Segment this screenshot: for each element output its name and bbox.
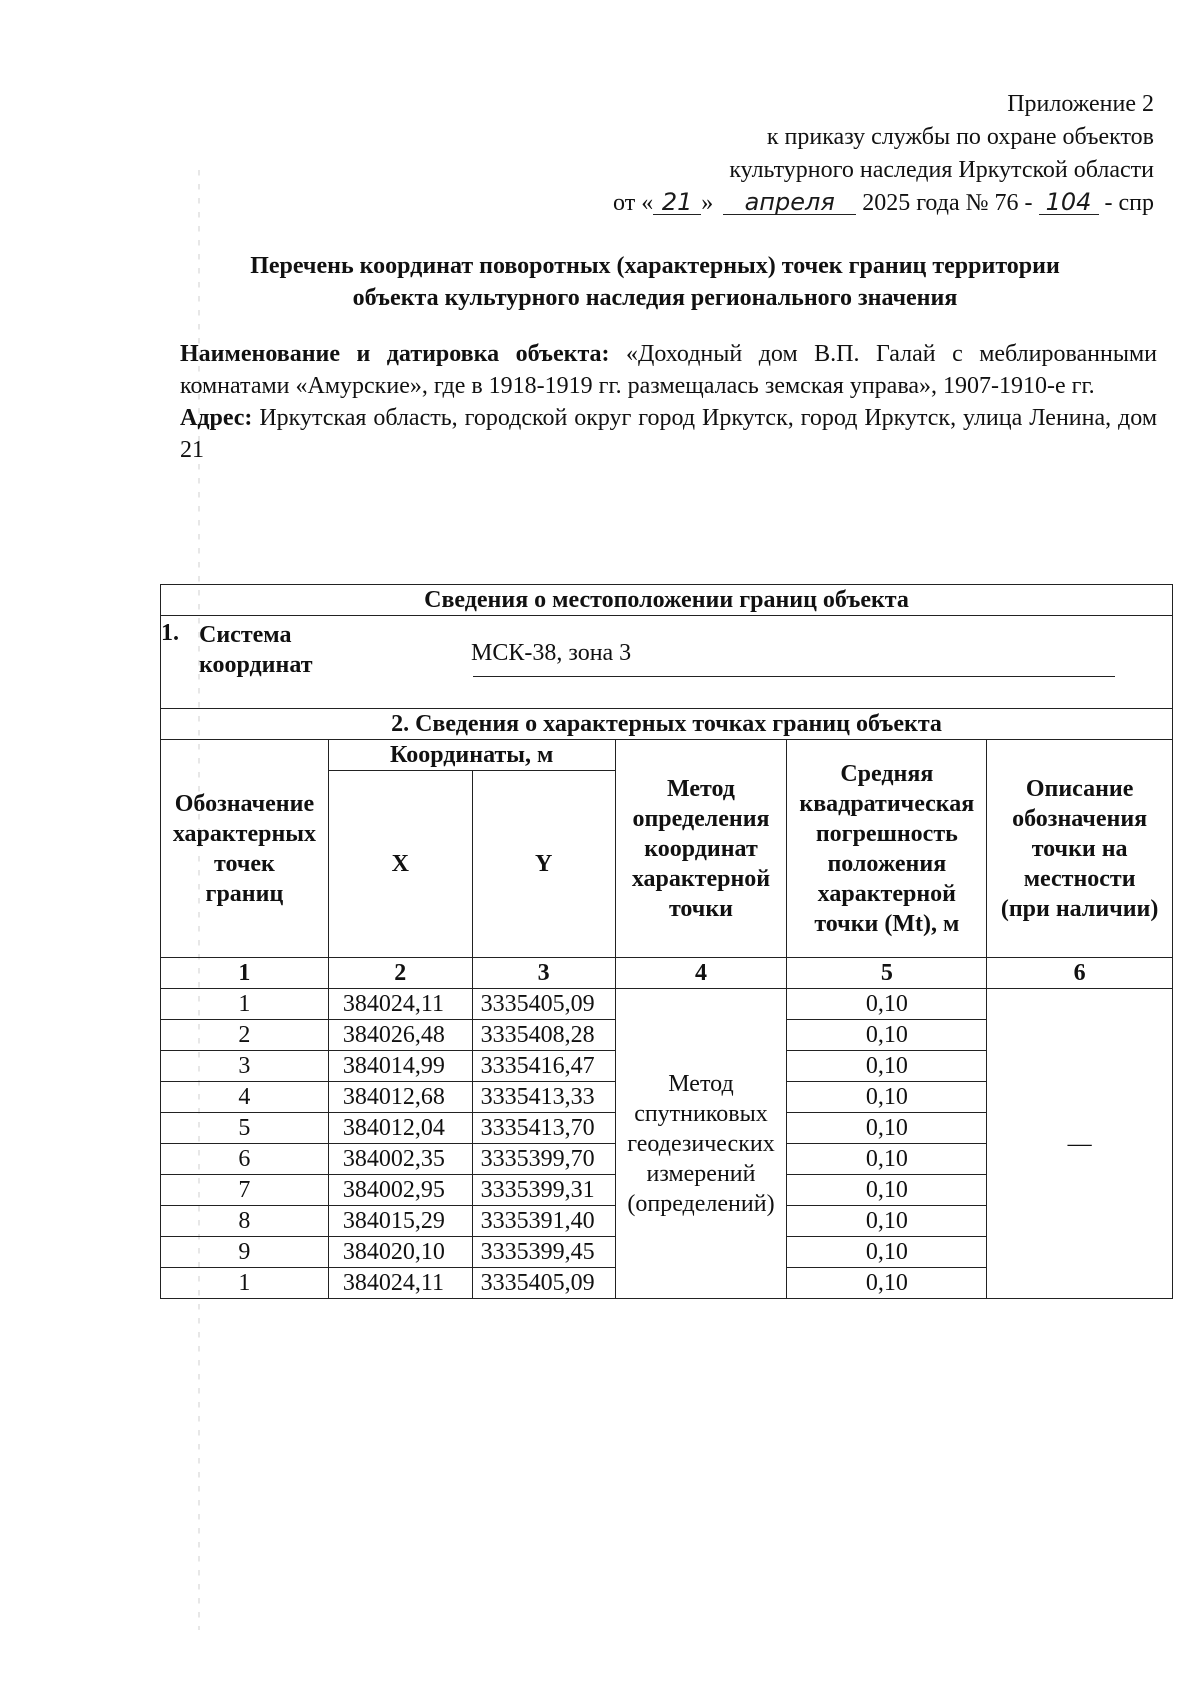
column-number-row — [161, 958, 1173, 989]
year-text: 2025 года № 76 - — [862, 190, 1033, 216]
point-id: 8 — [161, 1206, 329, 1237]
boundary-coordinates-table — [160, 584, 1173, 1299]
point-y: 3335413,33 — [472, 1082, 615, 1113]
point-y: 3335399,70 — [472, 1144, 615, 1175]
desc-cell: — — [987, 989, 1173, 1299]
point-x: 384002,35 — [328, 1144, 472, 1175]
object-address-label: Адрес: — [180, 405, 253, 431]
point-x: 384002,95 — [328, 1175, 472, 1206]
table-row — [161, 989, 1173, 1020]
coord-system-label: Система координат — [199, 622, 313, 678]
col-number-5: 5 — [787, 958, 987, 989]
point-mt: 0,10 — [787, 1113, 987, 1144]
point-x: 384024,11 — [328, 989, 472, 1020]
section2-row — [161, 709, 1173, 740]
point-x: 384024,11 — [328, 1268, 472, 1299]
section1-row — [161, 585, 1173, 616]
col-point-header: Обозначение характерных точек границ — [161, 740, 329, 958]
point-mt: 0,10 — [787, 1206, 987, 1237]
point-id: 9 — [161, 1237, 329, 1268]
order-authority: культурного наследия Иркутской области — [729, 157, 1154, 183]
handwritten-order-number: 104 — [1039, 190, 1099, 215]
object-name-value: «Доходный дом В.П. Галай с меблированными комнатами «Амурские», где в 1918-1919 гг. размещалась земская управа», 1907-1910-е гг. — [180, 341, 1157, 399]
point-x: 384012,04 — [328, 1113, 472, 1144]
col-x-header: X — [328, 771, 472, 958]
coord-system-underline — [473, 676, 1115, 677]
handwritten-day: 21 — [653, 190, 701, 215]
col-number-3: 3 — [472, 958, 615, 989]
object-address-value: Иркутская область, городской округ город Иркутск, город Иркутск, улица Ленина, дом 21 — [180, 405, 1157, 463]
point-x: 384020,10 — [328, 1237, 472, 1268]
point-y: 3335399,45 — [472, 1237, 615, 1268]
point-id: 6 — [161, 1144, 329, 1175]
title-line-1: Перечень координат поворотных (характерных) точек границ территории — [250, 253, 1060, 279]
point-y: 3335413,70 — [472, 1113, 615, 1144]
point-mt: 0,10 — [787, 1051, 987, 1082]
point-y: 3335408,28 — [472, 1020, 615, 1051]
point-mt: 0,10 — [787, 989, 987, 1020]
point-mt: 0,10 — [787, 1175, 987, 1206]
appendix-title: Приложение 2 — [1007, 91, 1154, 117]
point-x: 384014,99 — [328, 1051, 472, 1082]
col-y-header: Y — [472, 771, 615, 958]
col-number-4: 4 — [615, 958, 787, 989]
column-header-row-1 — [161, 740, 1173, 771]
col-method-header: Метод определения координат характерной точки — [615, 740, 787, 958]
point-y: 3335391,40 — [472, 1206, 615, 1237]
point-x: 384015,29 — [328, 1206, 472, 1237]
coord-system-value: МСК-38, зона 3 — [471, 640, 632, 666]
point-y: 3335416,47 — [472, 1051, 615, 1082]
point-x: 384012,68 — [328, 1082, 472, 1113]
point-id: 7 — [161, 1175, 329, 1206]
point-mt: 0,10 — [787, 1268, 987, 1299]
point-y: 3335405,09 — [472, 989, 615, 1020]
point-id: 4 — [161, 1082, 329, 1113]
object-name-label: Наименование и датировка объекта: — [180, 341, 610, 367]
point-mt: 0,10 — [787, 1082, 987, 1113]
point-y: 3335399,31 — [472, 1175, 615, 1206]
object-address — [180, 402, 1157, 466]
section2-title: 2. Сведения о характерных точках границ объекта — [161, 709, 1173, 740]
handwritten-month: апреля — [723, 190, 856, 215]
point-y: 3335405,09 — [472, 1268, 615, 1299]
coord-system-row — [161, 616, 1173, 709]
method-cell: Метод спутниковых геодезических измерений (определений) — [615, 989, 787, 1299]
col-coords-header: Координаты, м — [328, 740, 615, 771]
title-line-2: объекта культурного наследия регионального значения — [352, 285, 958, 311]
order-date-line — [514, 187, 1154, 220]
point-id: 5 — [161, 1113, 329, 1144]
point-id: 1 — [161, 989, 329, 1020]
section1-title: Сведения о местоположении границ объекта — [161, 585, 1173, 616]
point-mt: 0,10 — [787, 1237, 987, 1268]
point-id: 1 — [161, 1268, 329, 1299]
point-id: 3 — [161, 1051, 329, 1082]
col-number-1: 1 — [161, 958, 329, 989]
col-number-2: 2 — [328, 958, 472, 989]
point-mt: 0,10 — [787, 1144, 987, 1175]
point-x: 384026,48 — [328, 1020, 472, 1051]
appendix-header — [514, 88, 1154, 220]
point-id: 2 — [161, 1020, 329, 1051]
order-suffix: - спр — [1104, 190, 1154, 216]
object-name — [180, 338, 1157, 402]
point-mt: 0,10 — [787, 1020, 987, 1051]
date-prefix: от « — [613, 190, 654, 216]
coord-system-cell — [161, 616, 1173, 709]
document-title — [160, 250, 1150, 314]
col-error-header: Средняя квадратическая погрешность положения характерной точки (Mt), м — [787, 740, 987, 958]
col-number-6: 6 — [987, 958, 1173, 989]
coord-system-number: 1. — [161, 620, 179, 646]
col-desc-header: Описание обозначения точки на местности (при наличии) — [987, 740, 1173, 958]
object-description — [180, 338, 1157, 466]
order-reference: к приказу службы по охране объектов — [766, 124, 1154, 150]
date-quote-close: » — [701, 190, 714, 216]
